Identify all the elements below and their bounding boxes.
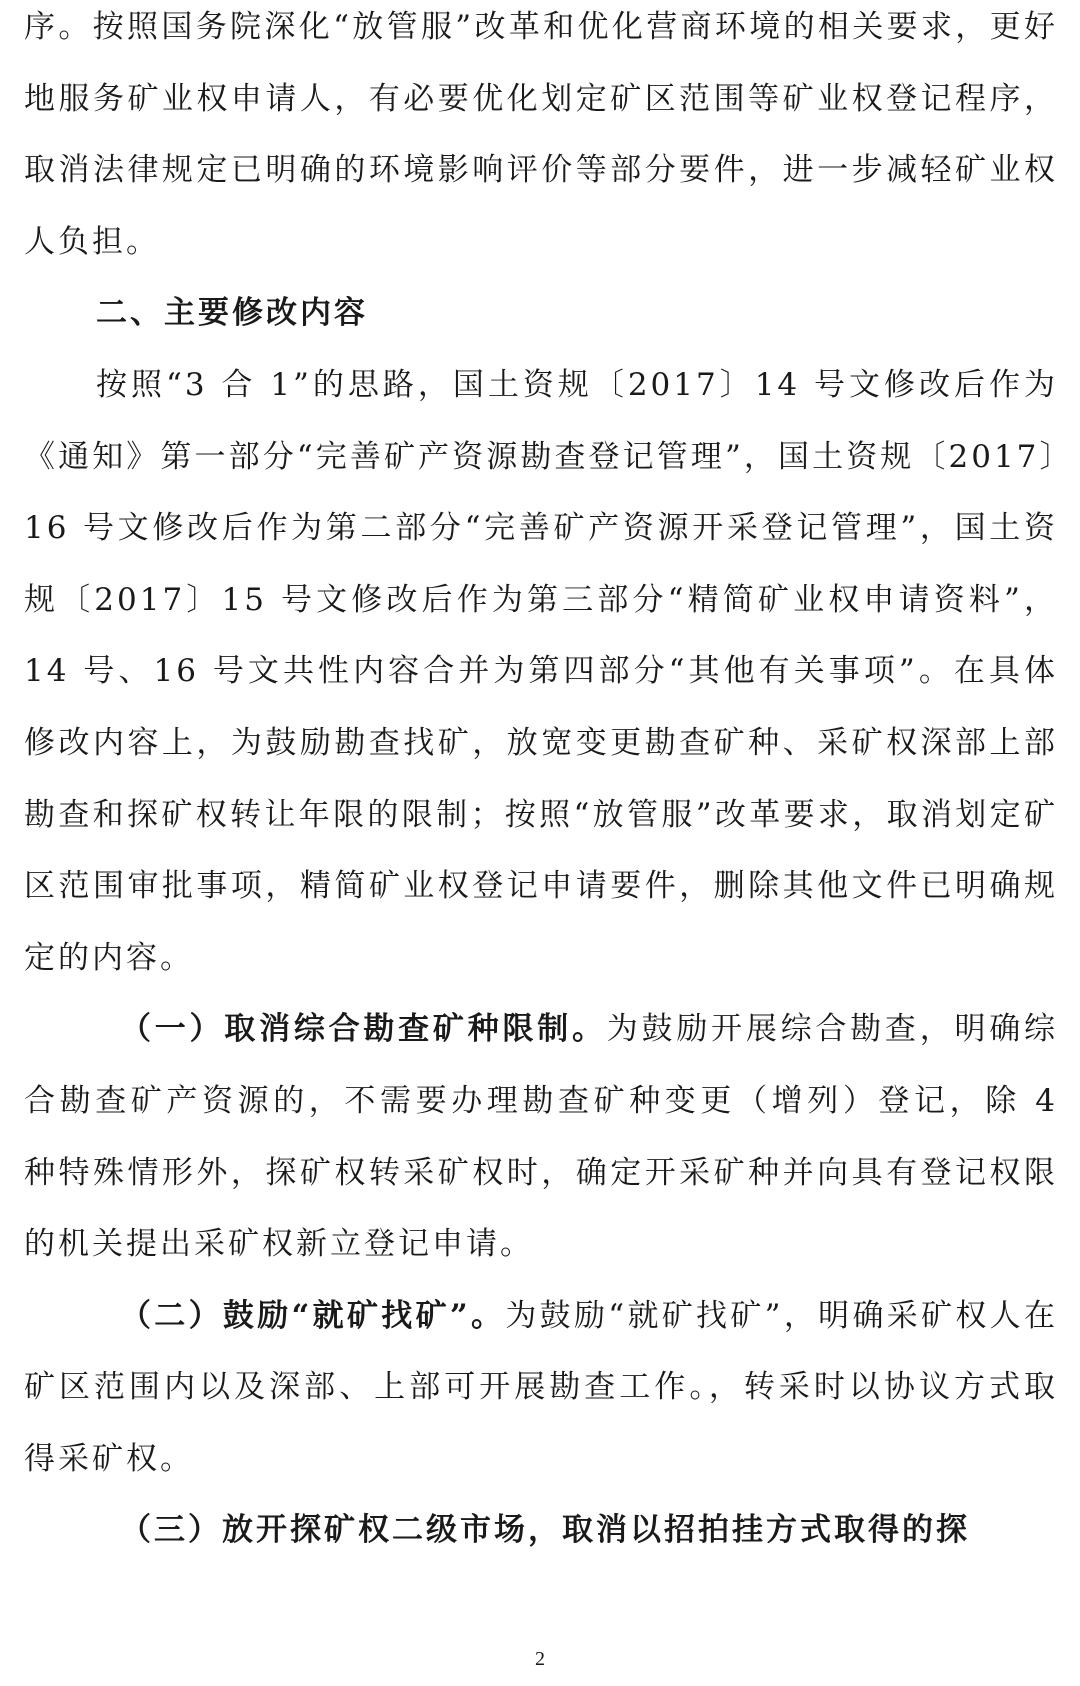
- subsection-lead: （三）放开探矿权二级市场，取消以招拍挂方式取得的探: [120, 1512, 970, 1549]
- paragraph: 按照“3 合 1”的思路，国土资规〔2017〕14 号文修改后作为《通知》第一部分“完善矿产资源勘查登记管理”，国土资规〔2017〕16 号文修改后作为第二部分“完善矿产资源开采登记管理”，国土资规〔2017〕15 号文修改后作为第三部分“精简矿业权申请资料”，14 号、16 号文共性内容合并为第四部分“其他有关事项”。在具体修改内容上，为鼓励勘查找矿，放宽变更勘查矿种、采矿权深部上部勘查和探矿权转让年限的限制；按照“放管服”改革要求，取消划定矿区范围审批事项，精简矿业权登记申请要件，删除其他文件已明确规定的内容。: [24, 366, 1058, 976]
- paragraph-continued: 序。按照国务院深化“放管服”改革和优化营商环境的相关要求，更好地服务矿业权申请人，有必要优化划定矿区范围等矿业权登记程序，取消法律规定已明确的环境影响评价等部分要件，进一步减轻矿业权人负担。: [24, 9, 1058, 260]
- page-number: 2: [535, 1648, 545, 1670]
- subsection-paragraph: [24, 1495, 1058, 1567]
- document-body: [24, 0, 1058, 1567]
- subsection-lead: （二）鼓励“就矿找矿”。: [120, 1297, 506, 1334]
- section-heading: 二、主要修改内容: [96, 295, 368, 332]
- subsection-paragraph: [24, 1281, 1058, 1496]
- subsection-text: 为鼓励开展综合勘查，明确综合勘查矿产资源的，不需要办理勘查矿种变更（增列）登记，除 4 种特殊情形外，探矿权转采矿权时，确定开采矿种并向具有登记权限的机关提出采矿权新立登记申请。: [24, 1011, 1059, 1263]
- subsection-text: 为鼓励“就矿找矿”，明确采矿权人在矿区范围内以及深部、上部可开展勘查工作。，转采时以协议方式取得采矿权。: [24, 1297, 1058, 1477]
- subsection-paragraph: [24, 994, 1058, 1280]
- subsection-lead: （一）取消综合勘查矿种限制。: [120, 1011, 607, 1048]
